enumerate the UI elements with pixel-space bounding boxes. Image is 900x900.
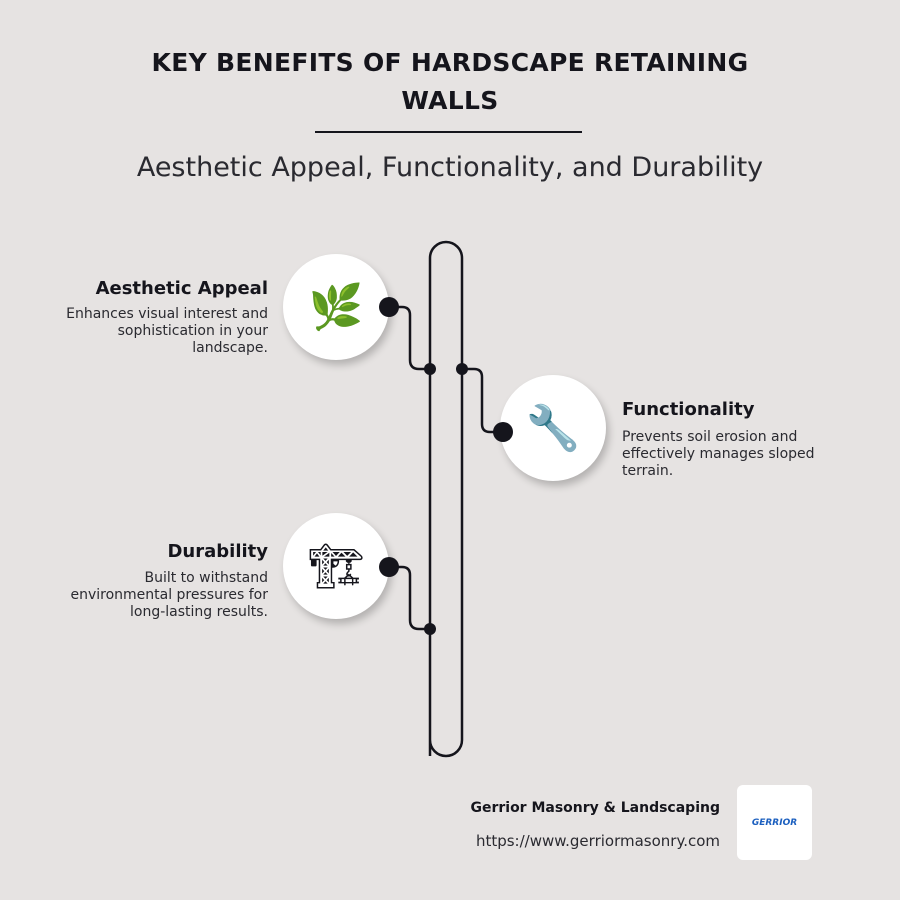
dot-aesthetic [379, 297, 399, 317]
company-logo [737, 785, 812, 860]
company-name: Gerrior Masonry & Landscaping [470, 800, 720, 816]
aesthetic-description: Enhances visual interest and sophistication in your landscape. [66, 306, 268, 356]
page-title: KEY BENEFITS OF HARDSCAPE RETAINING WALLS [151, 48, 749, 115]
dot-durability-junction [424, 623, 436, 635]
dot-durability [379, 557, 399, 577]
logo-text: GERRIOR [751, 817, 798, 828]
dot-functionality [493, 422, 513, 442]
company-url[interactable]: https://www.gerriormasonry.com [475, 832, 720, 850]
crane-icon: 🏗 [308, 541, 364, 592]
durability-title: Durability [167, 541, 268, 562]
dot-functionality-junction [456, 363, 468, 375]
leaf-icon: 🌿 [308, 282, 364, 333]
functionality-title: Functionality [622, 399, 755, 420]
page-subtitle: Aesthetic Appeal, Functionality, and Durability [136, 152, 764, 183]
durability-description: Built to withstand environmental pressures for long-lasting results. [70, 570, 268, 620]
functionality-description: Prevents soil erosion and effectively manages sloped terrain. [622, 429, 815, 479]
wrench-icon: 🔧 [525, 403, 581, 454]
aesthetic-title: Aesthetic Appeal [95, 278, 268, 299]
dot-aesthetic-junction [424, 363, 436, 375]
